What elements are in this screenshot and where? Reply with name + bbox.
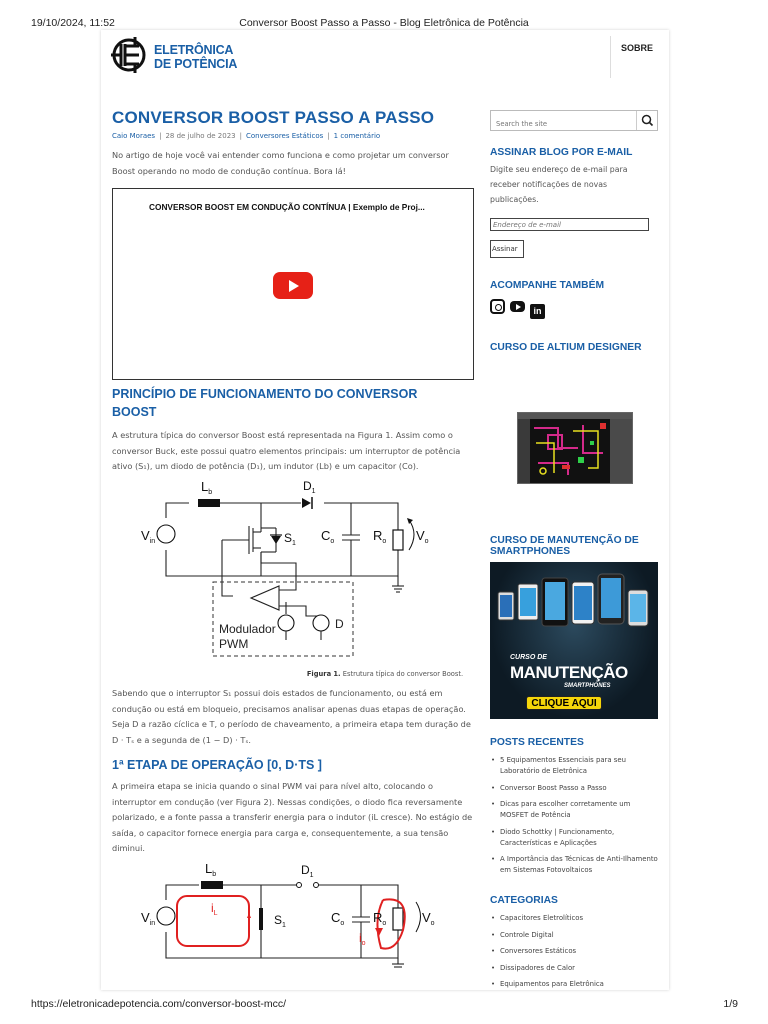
recent-post-link[interactable]: • Diodo Schottky | Funcionamento, Características e Aplicações (490, 827, 658, 849)
search-icon (637, 111, 658, 130)
fig1-label-pwm: PWM (219, 637, 249, 651)
recent-posts-list (490, 755, 658, 882)
figure1-caption-label: Figura 1. (306, 670, 341, 678)
smartphone-course-banner[interactable] (490, 562, 658, 719)
print-page-number: 1/9 (723, 998, 738, 1010)
figure1-caption-text: Estrutura típica do conversor Boost. (340, 670, 464, 678)
youtube-video-embed[interactable] (112, 188, 474, 380)
section-title-etapa1: 1ª ETAPA DE OPERAÇÃO [0, D·TS ] (112, 758, 322, 772)
post-author-link[interactable]: Caio Moraes (112, 132, 156, 140)
fig2-label-vin: $V_{in}$ (141, 910, 156, 927)
fig1-label-lb: $L_b$ (201, 479, 213, 496)
site-header (101, 30, 669, 82)
banner-text-curso: CURSO DE (510, 654, 547, 661)
fig2-label-lb: $L_b$ (205, 861, 217, 878)
recent-post-link[interactable]: • Conversor Boost Passo a Passo (490, 783, 658, 794)
print-datetime: 19/10/2024, 11:52 (31, 17, 115, 29)
meta-separator: | (159, 132, 162, 140)
youtube-play-icon[interactable] (273, 272, 313, 299)
follow-title: ACOMPANHE TAMBÉM (490, 280, 605, 291)
fig1-label-co: $C_o$ (321, 528, 335, 545)
logo-mosfet-icon (111, 35, 151, 75)
meta-separator: | (327, 132, 330, 140)
recent-post-link[interactable]: • Dicas para escolher corretamente um MOSFET de Potência (490, 799, 658, 821)
fig1-label-d: D (335, 617, 344, 631)
fig1-label-s1: $S_1$ (284, 531, 296, 547)
search-button[interactable] (636, 111, 657, 130)
categories-list (490, 913, 658, 990)
fig1-label-vo: $V_o$ (416, 528, 429, 545)
category-link[interactable]: • Dissipadores de Calor (490, 963, 658, 974)
subscribe-button[interactable]: Assinar (490, 240, 524, 258)
fig2-label-s1: $S_1$ (274, 913, 286, 929)
category-link[interactable]: • Equipamentos para Eletrônica (490, 979, 658, 990)
post-title: CONVERSOR BOOST PASSO A PASSO (112, 108, 435, 127)
print-url: https://eletronicadepotencia.com/conversor-boost-mcc/ (31, 998, 287, 1010)
category-link[interactable]: • Capacitores Eletrolíticos (490, 913, 658, 924)
banner-cta-button[interactable]: CLIQUE AQUI (526, 696, 602, 710)
post-intro: No artigo de hoje você vai entender como funciona e como projetar um conversor Boost operando no modo de condução contínua. Bora lá! (112, 150, 449, 176)
fig2-label-io: $i_o$ (359, 931, 366, 947)
altium-course-image[interactable] (517, 412, 633, 484)
recent-post-link[interactable]: • A Importância das Técnicas de Anti-Ilhamento em Sistemas Fotovoltaicos (490, 854, 658, 876)
logo-line2: DE POTÊNCIA (154, 57, 238, 71)
instagram-icon[interactable] (490, 299, 505, 314)
figure1-boost-schematic (141, 478, 441, 663)
video-title[interactable]: CONVERSOR BOOST EM CONDUÇÃO CONTÍNUA | Exemplo de Proj... (149, 202, 425, 212)
site-logo[interactable] (111, 35, 241, 79)
fig2-label-vo: $V_o$ (422, 910, 435, 927)
fig1-label-vin: $V_{in}$ (141, 528, 156, 545)
post-date: 28 de julho de 2023 (165, 132, 236, 140)
fig2-label-ro: $R_o$ (373, 910, 387, 927)
youtube-icon[interactable] (510, 301, 525, 312)
meta-separator: | (239, 132, 242, 140)
nav-sobre-link[interactable]: SOBRE (621, 43, 654, 53)
fig1-label-ro: $R_o$ (373, 528, 387, 545)
recent-post-link[interactable]: • 5 Equipamentos Essenciais para seu Laboratório de Eletrônica (490, 755, 658, 777)
logo-text (154, 43, 237, 71)
section1-paragraph1: A estrutura típica do conversor Boost está representada na Figura 1. Assim como o conversor Buck, este possui quatro elementos principais: um interruptor de potência ativo (S₁), um diodo de potência (D₁), um indutor (Lb) e um capacitor (Co). (112, 430, 461, 471)
pcb-layout-image (518, 413, 633, 484)
banner-text-manutencao: MANUTENÇÃO (510, 663, 628, 682)
linkedin-icon[interactable]: in (530, 304, 545, 319)
fig2-label-co: $C_o$ (331, 910, 345, 927)
altium-course-title: CURSO DE ALTIUM DESIGNER (490, 342, 642, 353)
post-comments-link[interactable]: 1 comentário (333, 132, 381, 140)
post-category-link[interactable]: Conversores Estáticos (245, 132, 324, 140)
social-links (490, 299, 560, 315)
categories-title: CATEGORIAS (490, 895, 558, 906)
banner-text-smartphones: SMARTPHONES (564, 683, 611, 689)
email-field[interactable] (490, 218, 649, 231)
fig1-label-d1: $D_1$ (303, 479, 316, 495)
fig2-label-d1: $D_1$ (301, 863, 314, 879)
print-header (0, 0, 768, 30)
post-header (112, 108, 474, 179)
figure2-boost-stage1 (141, 860, 441, 990)
category-link[interactable]: • Conversores Estáticos (490, 946, 658, 957)
subscribe-text: Digite seu endereço de e-mail para receber notificações de novas publicações. (490, 165, 628, 204)
fig1-label-modulador: Modulador (219, 622, 276, 636)
fig2-label-il: $i_L$ (211, 901, 218, 917)
recent-posts-title: POSTS RECENTES (490, 737, 584, 748)
subscribe-title: ASSINAR BLOG POR E-MAIL (490, 147, 633, 158)
section-title-principio: PRINCÍPIO DE FUNCIONAMENTO DO CONVERSOR BOOST (112, 387, 418, 419)
smartphones-image (490, 562, 658, 657)
web-page (101, 30, 669, 990)
section1-paragraph2: Sabendo que o interruptor S₁ possui dois estados de funcionamento, ou está em condução ou está em bloqueio, precisamos analisar apenas duas etapas de operação. Seja D a razão cíclica e T, o período de chaveamento, a primeira etapa tem duração de D · Tₛ e a segunda de (1 − D) · Tₛ. (112, 688, 471, 745)
section2-paragraph1: A primeira etapa se inicia quando o sinal PWM vai para nível alto, colocando o interruptor em condução (ver Figura 2). Nessas condições, o diodo fica reversamente polarizado, e a fonte passa a transferir energia para o indutor (iL cresce). No estágio de saída, o capacitor fornece energia para carga e, consequentemente, a sua tensão diminui. (112, 781, 473, 853)
print-footer (0, 998, 768, 1024)
nav-divider (610, 36, 611, 78)
print-page-title: Conversor Boost Passo a Passo - Blog Eletrônica de Potência (239, 17, 529, 29)
post-meta (112, 132, 474, 140)
sidebar-search (490, 110, 658, 131)
category-link[interactable]: • Controle Digital (490, 930, 658, 941)
search-input[interactable] (491, 115, 631, 134)
smartphone-course-title: CURSO DE MANUTENÇÃO DE SMARTPHONES (490, 535, 639, 557)
logo-line1: ELETRÔNICA (154, 43, 234, 57)
